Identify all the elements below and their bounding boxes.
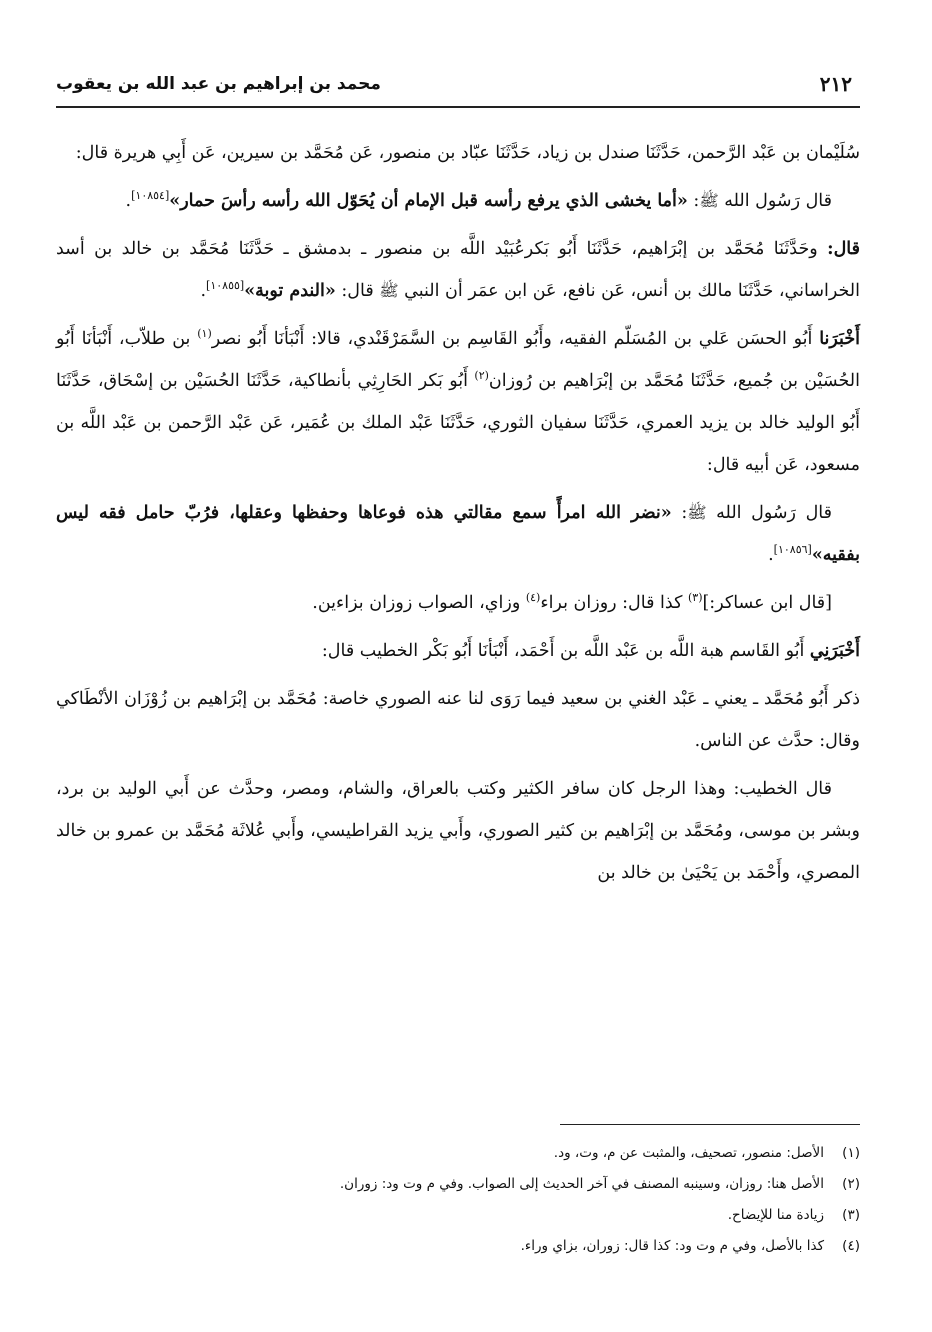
paragraph-isnad-4: [56, 630, 860, 672]
isnad-text-1: أَبُو الحسَن عَلي بن المُسَلّم الفقيه، وأَبُو القَاسِم بن السَّمَرْقَنْدي، قالا: أَنْبَأنَا أَبُو نصر: [211, 329, 820, 349]
running-title: محمد بن إبراهيم بن عبد الله بن يعقوب: [56, 74, 381, 94]
page-header: [56, 66, 860, 108]
isnad-text: وحَدَّثَنَا مُحَمَّد بن إبْرَاهيم، حَدَّثَنَا أَبُو بَكرعُبَيْد اللَّه بن منصور ـ بدمشق ـ حَدَّثَنَا مُحَمَّد بن خالد بن أسد الخراساني، حَدَّثَنَا مالك بن أنس، عَن نافع، عَن ابن عمَر أن النبي: [56, 239, 860, 301]
note-text-2: كذا قال: روزان براء: [540, 593, 688, 613]
salawat-glyph: ﷺ: [379, 281, 399, 300]
note-text-3: وزاي، الصواب زوزان بزاءين.: [312, 593, 526, 613]
hadith-quote: «نضر الله امرأً سمع مقالتي هذه فوعاها وحفظها وعقلها، فرُبّ حامل فقه ليس بفقيه»: [56, 503, 860, 565]
full-stop: .: [200, 281, 207, 301]
hadith-intro: قال رَسُول الله: [706, 503, 832, 523]
salawat-glyph: ﷺ: [687, 503, 707, 522]
lead-word: أَخْبَرَنِي: [809, 641, 860, 661]
footnote-marker-4[interactable]: (٤): [525, 591, 541, 605]
footnote-text: الأصل: منصور، تصحيف، والمثبت عن م، وت، ود.: [553, 1145, 824, 1161]
hadith-number: [١٠٨٥٥]: [206, 279, 245, 293]
hadith-quote: «الندم توبة»: [244, 281, 336, 301]
footnotes: [56, 1138, 860, 1262]
hadith-number: [١٠٨٥٤]: [131, 189, 170, 203]
footnote-3: [56, 1200, 860, 1231]
full-stop: .: [768, 545, 774, 565]
footnote-1: [56, 1138, 860, 1169]
footnote-separator: [560, 1124, 860, 1125]
full-stop: .: [125, 191, 132, 211]
footnote-number: (٤): [842, 1238, 860, 1254]
isnad-text-3: أَبُو بَكر الحَارِثِي بأنطاكية، حَدَّثَنَا الحُسَيْن بن إسْحَاق، حَدَّثَنَا أَبُو الوليد خالد بن يزيد العمري، حَدَّثَنَا سفيان الثوري، حَدَّثَنَا عَبْد الملك بن عُمَير، عَن عَبْد الرَّحمن بن عَبْد اللَّه بن مسعود، عَن أبيه قال:: [56, 371, 860, 475]
paragraph-biography-1: ذكر أَبُو مُحَمَّد ـ يعني ـ عَبْد الغني بن سعيد فيما رَوَى لنا عنه الصوري خاصة: مُحَمَّد بن إبْرَاهيم بن زُوْزَان الأنْطَاكي وقال: حدَّث عن الناس.: [56, 689, 860, 751]
paragraph-isnad-1: سُلَيْمان بن عَبْد الرَّحمن، حَدَّثَنَا صندل بن زياد، حَدَّثَنَا عبّاد بن منصور، عَن مُحَمَّد بن سيرين، عَن أَبِي هريرة قال:: [75, 143, 860, 163]
footnote-number: (١): [842, 1145, 860, 1161]
lead-word: قال:: [827, 239, 860, 259]
hadith-colon: :: [687, 191, 700, 211]
footnote-2: [56, 1169, 860, 1200]
paragraph-isnad-2: [56, 228, 860, 312]
footnote-marker-2[interactable]: (٢): [474, 369, 489, 383]
lead-word: أَخْبَرَنا: [819, 329, 861, 349]
footnote-marker-1[interactable]: (١): [197, 327, 212, 341]
main-text: [56, 132, 860, 900]
paragraph-biography-2: قال الخطيب: وهذا الرجل كان سافر الكثير وكتب بالعراق، والشام، ومصر، وحدَّث عن أَبي الوليد بن برد، وبشر بن موسى، ومُحَمَّد بن إبْرَاهيم بن كثير الصوري، وأَبي يزيد القراطيسي، وأَبي عُلاثَة مُحَمَّد بن عمرو بن خالد المصري، وأَحْمَد بن يَحْيَىٰ بن خالد بن: [56, 779, 860, 883]
hadith-colon: :: [671, 503, 688, 523]
footnote-text: زيادة منا للإيضاح.: [727, 1207, 824, 1223]
footnote-text: كذا بالأصل، وفي م وت ود: كذا قال: زوران، بزاي وراء.: [520, 1238, 824, 1254]
footnote-number: (٣): [842, 1207, 860, 1223]
paragraph-isnad-3: [56, 318, 860, 486]
hadith-number: [١٠٨٥٦]: [773, 543, 812, 557]
paragraph-hadith-3: [56, 492, 860, 576]
page-number: ٢١٢: [819, 72, 852, 96]
isnad-text-2: بن طلاّب، أَنْبَأنَا أَبُو الحُسَيْن بن جُميع، حَدَّثَنَا مُحَمَّد بن إبْرَاهيم بن رُوزان: [56, 329, 860, 391]
footnote-marker-3[interactable]: (٣): [687, 591, 703, 605]
note-text-1: [قال ابن عساكر:]: [702, 593, 832, 613]
paragraph-editor-note: [56, 582, 860, 624]
footnote-number: (٢): [842, 1176, 860, 1192]
hadith-quote: «أما يخشى الذي يرفع رأسه قبل الإمام أن يُحَوّل الله رأسه رأسَ حمار»: [169, 191, 688, 211]
paragraph-hadith-1: [56, 180, 860, 222]
isnad-text-after: قال:: [335, 281, 380, 301]
footnote-4: [56, 1231, 860, 1262]
isnad-text: أَبُو القَاسم هبة اللَّه بن عَبْد اللَّه بن أَحْمَد، أَنْبَأنَا أَبُو بَكْر الخطيب قال:: [321, 641, 810, 661]
hadith-intro: قال رَسُول الله: [718, 191, 832, 211]
footnote-text: الأصل هنا: روزان، وسينبه المصنف في آخر الحديث إلى الصواب. وفي م وت ود: زوران.: [339, 1176, 824, 1192]
salawat-glyph: ﷺ: [699, 191, 719, 210]
